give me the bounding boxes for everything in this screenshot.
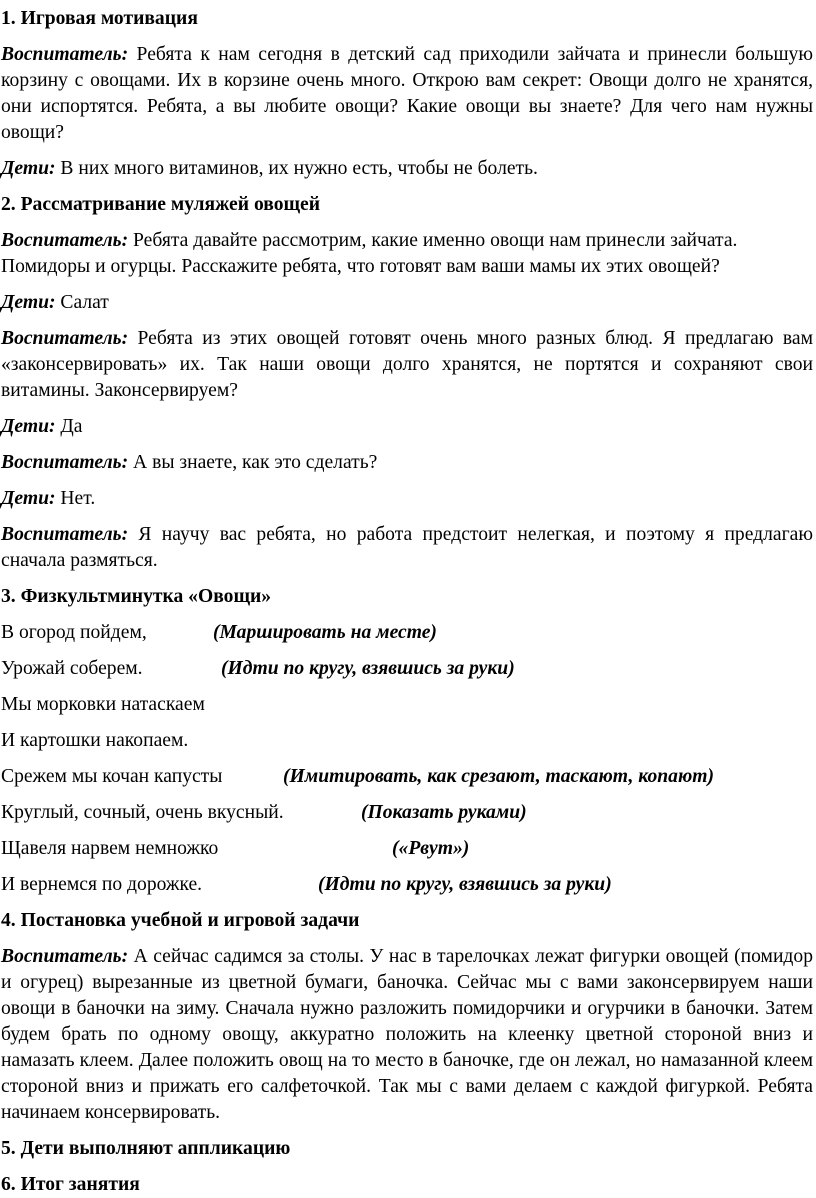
poem-text: Круглый, сочный, очень вкусный. xyxy=(1,802,284,823)
section-heading-1: 1. Игровая мотивация xyxy=(1,8,198,29)
speaker-label: Воспитатель: xyxy=(1,452,129,473)
dialogue-text: А вы знаете, как это сделать? xyxy=(128,452,378,473)
dialogue-children xyxy=(0,156,816,182)
dialogue-teacher xyxy=(0,42,816,146)
poem-text: Срежем мы кочан капусты xyxy=(1,766,223,787)
dialogue-teacher xyxy=(0,228,816,280)
dialogue-children xyxy=(0,486,816,512)
poem-line xyxy=(0,836,816,862)
poem-text: Урожай соберем. xyxy=(1,658,143,679)
section-heading-3: 3. Физкультминутка «Овощи» xyxy=(1,586,272,607)
poem-line xyxy=(0,620,816,646)
dialogue-text: Ребята давайте рассмотрим, какие именно овощи нам принесли зайчата. Помидоры и огурцы. Расскажите ребята, что готовят вам ваши мамы их этих овощей? xyxy=(1,230,738,277)
poem-line xyxy=(0,872,816,898)
dialogue-text: А сейчас садимся за столы. У нас в тарелочках лежат фигурки овощей (помидор и огурец) вырезанные из цветной бумаги, баночка. Сейчас мы с вами законсервируем наши овощи в баночки на зиму. Сначала нужно разложить помидорчики и огурчики в баночки. Затем будем брать по одному овощу, аккуратно положить на клеенку цветной стороной вниз и намазать клеем. Далее положить овощ на то место в баночке, где он лежал, но намазанной клеем стороной вниз и прижать его салфеточкой. Так мы с вами делаем с каждой фигуркой. Ребята начинаем консервировать. xyxy=(1,946,813,1123)
dialogue-text: В них много витаминов, их нужно есть, чтобы не болеть. xyxy=(55,158,538,179)
speaker-label: Дети: xyxy=(1,416,56,437)
speaker-label: Дети: xyxy=(1,292,56,313)
dialogue-text: Я научу вас ребята, но работа предстоит нелегкая, и поэтому я предлагаю сначала размяться. xyxy=(1,524,813,571)
speaker-label: Дети: xyxy=(1,488,56,509)
dialogue-text: Салат xyxy=(55,292,109,313)
speaker-label: Воспитатель: xyxy=(1,524,129,545)
dialogue-text: Ребята из этих овощей готовят очень много разных блюд. Я предлагаю вам «законсервировать» их. Так наши овощи долго хранятся, не портятся и сохраняют свои витамины. Законсервируем? xyxy=(1,328,813,401)
section-heading-6: 6. Итог занятия xyxy=(1,1174,140,1195)
dialogue-teacher xyxy=(0,450,816,476)
dialogue-teacher xyxy=(0,522,816,574)
poem-line xyxy=(0,656,816,682)
dialogue-text: Нет. xyxy=(55,488,96,509)
speaker-label: Воспитатель: xyxy=(1,44,129,65)
dialogue-children xyxy=(0,414,816,440)
poem-line xyxy=(0,800,816,826)
dialogue-teacher xyxy=(0,944,816,1126)
poem-line xyxy=(0,728,816,754)
poem-text: И вернемся по дорожке. xyxy=(1,874,203,895)
poem-text: В огород пойдем, xyxy=(1,622,147,643)
dialogue-teacher xyxy=(0,326,816,404)
dialogue-text: Ребята к нам сегодня в детский сад приходили зайчата и принесли большую корзину с овощами. Их в корзине очень много. Открою вам секрет: Овощи долго не хранятся, они испортятся. Ребята, а вы любите овощи? Какие овощи вы знаете? Для чего нам нужны овощи? xyxy=(1,44,813,143)
poem-action: (Маршировать на месте) xyxy=(213,622,437,643)
speaker-label: Воспитатель: xyxy=(1,328,129,349)
section-heading-4: 4. Постановка учебной и игровой задачи xyxy=(1,910,360,931)
poem-action: («Рвут») xyxy=(392,838,470,859)
poem-action: (Идти по кругу, взявшись за руки) xyxy=(221,658,515,679)
section-heading-5: 5. Дети выполняют аппликацию xyxy=(1,1138,291,1159)
poem-text: Щавеля нарвем немножко xyxy=(1,838,219,859)
poem-action: (Идти по кругу, взявшись за руки) xyxy=(318,874,612,895)
poem-action: (Показать руками) xyxy=(361,802,527,823)
dialogue-children xyxy=(0,290,816,316)
poem-text: И картошки накопаем. xyxy=(1,730,189,751)
poem-line xyxy=(0,692,816,718)
dialogue-text: Да xyxy=(55,416,83,437)
speaker-label: Дети: xyxy=(1,158,56,179)
section-heading-2: 2. Рассматривание муляжей овощей xyxy=(1,194,321,215)
poem-text: Мы морковки натаскаем xyxy=(1,694,205,715)
speaker-label: Воспитатель: xyxy=(1,946,129,967)
poem-line xyxy=(0,764,816,790)
poem-action: (Имитировать, как срезают, таскают, копают) xyxy=(283,766,715,787)
speaker-label: Воспитатель: xyxy=(1,230,129,251)
